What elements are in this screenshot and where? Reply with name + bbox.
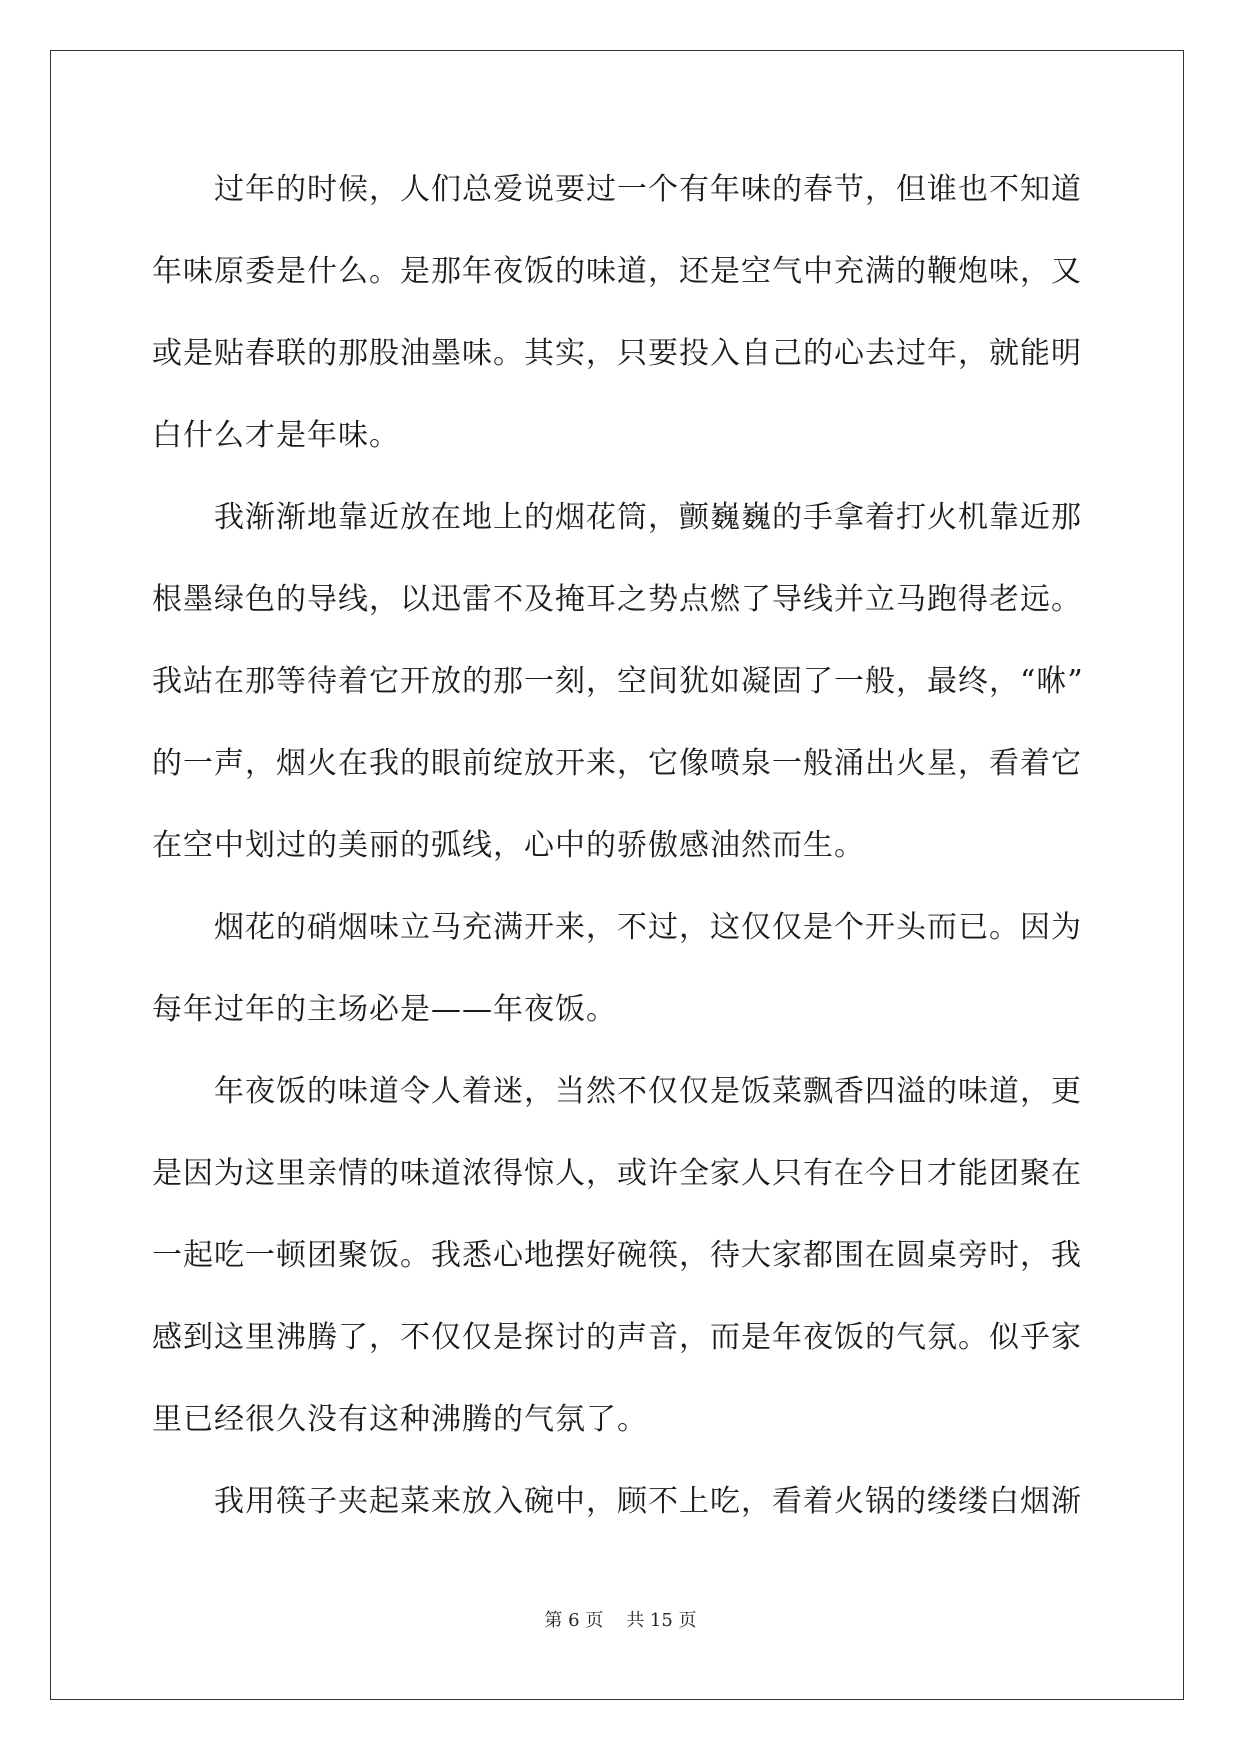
text-line: 过年的时候，人们总爱说要过一个有年味的春节，但谁也不知道: [214, 172, 1082, 207]
text-line: 我用筷子夹起菜来放入碗中，顾不上吃，看着火锅的缕缕白烟渐: [214, 1484, 1082, 1519]
text-line: 是因为这里亲情的味道浓得惊人，或许全家人只有在今日才能团聚在: [152, 1156, 1082, 1191]
text-line: 烟花的硝烟味立马充满开来，不过，这仅仅是个开头而已。因为: [214, 910, 1082, 945]
page-number-footer: 第 6 页 共 15 页: [544, 1610, 697, 1631]
text-line: 我渐渐地靠近放在地上的烟花筒，颤巍巍的手拿着打火机靠近那: [214, 500, 1082, 535]
text-line: 里已经很久没有这种沸腾的气氛了。: [152, 1402, 648, 1437]
text-line: 感到这里沸腾了，不仅仅是探讨的声音，而是年夜饭的气氛。似乎家: [152, 1320, 1082, 1355]
document-body: [152, 158, 1082, 1552]
text-line: 白什么才是年味。: [152, 418, 400, 453]
text-line: 我站在那等待着它开放的那一刻，空间犹如凝固了一般，最终，“咻”: [152, 664, 1084, 699]
text-line: 一起吃一顿团聚饭。我悉心地摆好碗筷，待大家都围在圆桌旁时，我: [152, 1238, 1082, 1273]
text-line: 每年过年的主场必是——年夜饭。: [152, 992, 617, 1027]
text-line: 或是贴春联的那股油墨味。其实，只要投入自己的心去过年，就能明: [152, 336, 1082, 371]
text-line: 在空中划过的美丽的弧线，心中的骄傲感油然而生。: [152, 828, 865, 863]
text-line: 的一声，烟火在我的眼前绽放开来，它像喷泉一般涌出火星，看着它: [152, 746, 1082, 781]
text-line: 年夜饭的味道令人着迷，当然不仅仅是饭菜飘香四溢的味道，更: [214, 1074, 1082, 1109]
text-line: 根墨绿色的导线，以迅雷不及掩耳之势点燃了导线并立马跑得老远。: [152, 582, 1082, 617]
text-line: 年味原委是什么。是那年夜饭的味道，还是空气中充满的鞭炮味，又: [152, 254, 1082, 289]
